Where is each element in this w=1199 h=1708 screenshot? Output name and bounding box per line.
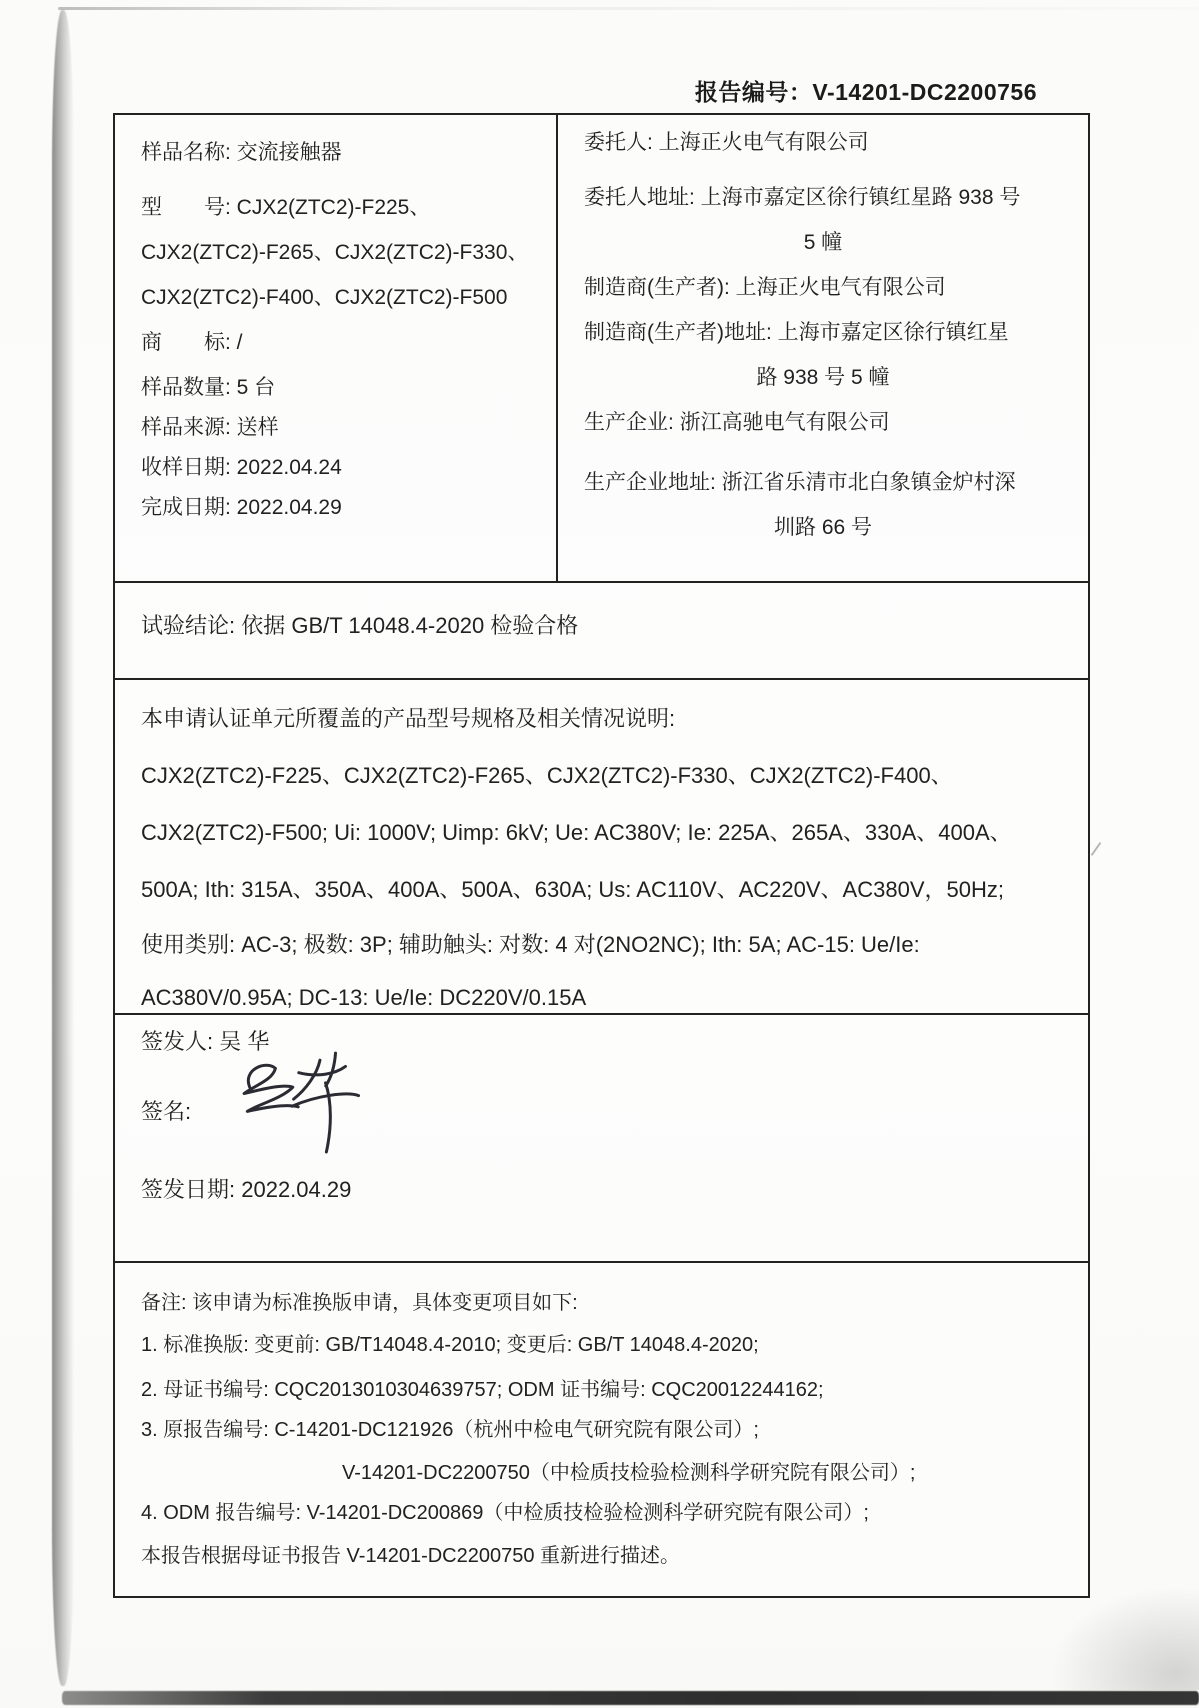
manufacturer-line: 制造商(生产者): 上海正火电气有限公司 xyxy=(584,276,946,299)
scan-noise-mark xyxy=(1091,842,1102,856)
scan-edge-top xyxy=(58,7,1199,10)
remarks-item: 2. 母证书编号: CQC2013010304639757; ODM 证书编号: CQC20012244162; xyxy=(141,1379,824,1401)
issue-date-line xyxy=(141,1175,1074,1205)
report-number-value: V-14201-DC2200756 xyxy=(812,79,1037,105)
client-address-line: 委托人地址: 上海市嘉定区徐行镇红星路 938 号 xyxy=(584,186,1021,209)
issue-date-value: 2022.04.29 xyxy=(241,1177,352,1202)
completed-date-line: 完成日期: 2022.04.29 xyxy=(141,496,342,519)
factory-line: 生产企业: 浙江高驰电气有限公司 xyxy=(584,411,890,434)
remarks-item-continuation: V-14201-DC2200750（中检质技检验检测科学研究院有限公司）; xyxy=(342,1462,916,1484)
sample-source-line: 样品来源: 送样 xyxy=(141,416,279,439)
client-info-cell xyxy=(558,115,1088,581)
conclusion-text: 试验结论: 依据 GB/T 14048.4-2020 检验合格 xyxy=(141,613,579,638)
client-line: 委托人: 上海正火电气有限公司 xyxy=(584,131,869,154)
coverage-title: 本申请认证单元所覆盖的产品型号规格及相关情况说明: xyxy=(141,706,676,731)
signature-handwriting xyxy=(231,1040,389,1168)
remarks-footer: 本报告根据母证书报告 V-14201-DC2200750 重新进行描述。 xyxy=(141,1545,681,1567)
coverage-box xyxy=(113,678,1090,1015)
conclusion-box xyxy=(113,581,1090,680)
report-number-label: 报告编号： xyxy=(694,79,813,105)
factory-address-line: 圳路 66 号 xyxy=(773,516,873,539)
remarks-item: 4. ODM 报告编号: V-14201-DC200869（中检质技检验检测科学研究院有限公司）; xyxy=(141,1502,869,1524)
coverage-line: 使用类别: AC-3; 极数: 3P; 辅助触头: 对数: 4 对(2NO2NC); Ith: 5A; AC-15: Ue/Ie: xyxy=(141,932,920,957)
trademark-line: 商 标: / xyxy=(141,331,243,354)
factory-address-line: 生产企业地址: 浙江省乐清市北白象镇金炉村深 xyxy=(584,471,1016,494)
signature-label: 签名: xyxy=(141,1099,192,1124)
sample-name-line: 样品名称: 交流接触器 xyxy=(141,141,342,164)
received-date-line: 收样日期: 2022.04.24 xyxy=(141,456,342,479)
scan-shadow-left xyxy=(52,10,74,1686)
remarks-box xyxy=(113,1261,1090,1598)
sample-info-cell xyxy=(115,115,558,581)
sample-model-line: CJX2(ZTC2)-F400、CJX2(ZTC2)-F500 xyxy=(141,286,508,309)
sample-qty-line: 样品数量: 5 台 xyxy=(141,376,276,399)
remarks-item: 3. 原报告编号: C-14201-DC121926（杭州中检电气研究院有限公司）; xyxy=(141,1419,759,1441)
scan-edge-bottom xyxy=(62,1691,1199,1705)
manufacturer-address-line: 制造商(生产者)地址: 上海市嘉定区徐行镇红星 xyxy=(584,321,1009,344)
remarks-item: 1. 标准换版: 变更前: GB/T14048.4-2010; 变更后: GB/T 14048.4-2020; xyxy=(141,1334,759,1356)
info-table xyxy=(113,113,1090,583)
signature-box xyxy=(113,1013,1090,1263)
issue-date-label: 签发日期: xyxy=(141,1177,242,1202)
coverage-line: AC380V/0.95A; DC-13: Ue/Ie: DC220V/0.15A xyxy=(141,985,587,1010)
manufacturer-address-line: 路 938 号 5 幢 xyxy=(756,366,890,389)
issuer-name: 吴 华 xyxy=(219,1029,270,1054)
coverage-line: 500A; Ith: 315A、350A、400A、500A、630A; Us: AC110V、AC220V、AC380V，50Hz; xyxy=(141,877,1004,902)
coverage-line: CJX2(ZTC2)-F225、CJX2(ZTC2)-F265、CJX2(ZTC2)-F330、CJX2(ZTC2)-F400、 xyxy=(141,763,953,788)
issuer-label: 签发人: xyxy=(141,1029,220,1054)
report-number xyxy=(695,74,1037,107)
remarks-title: 备注: 该申请为标准换版申请，具体变更项目如下: xyxy=(141,1292,578,1314)
sample-model-line: 型 号: CJX2(ZTC2)-F225、 xyxy=(141,196,431,219)
coverage-line: CJX2(ZTC2)-F500; Ui: 1000V; Uimp: 6kV; Ue: AC380V; Ie: 225A、265A、330A、400A、 xyxy=(141,820,1012,845)
client-address-line: 5 幢 xyxy=(803,231,843,254)
sample-model-line: CJX2(ZTC2)-F265、CJX2(ZTC2)-F330、 xyxy=(141,241,529,264)
